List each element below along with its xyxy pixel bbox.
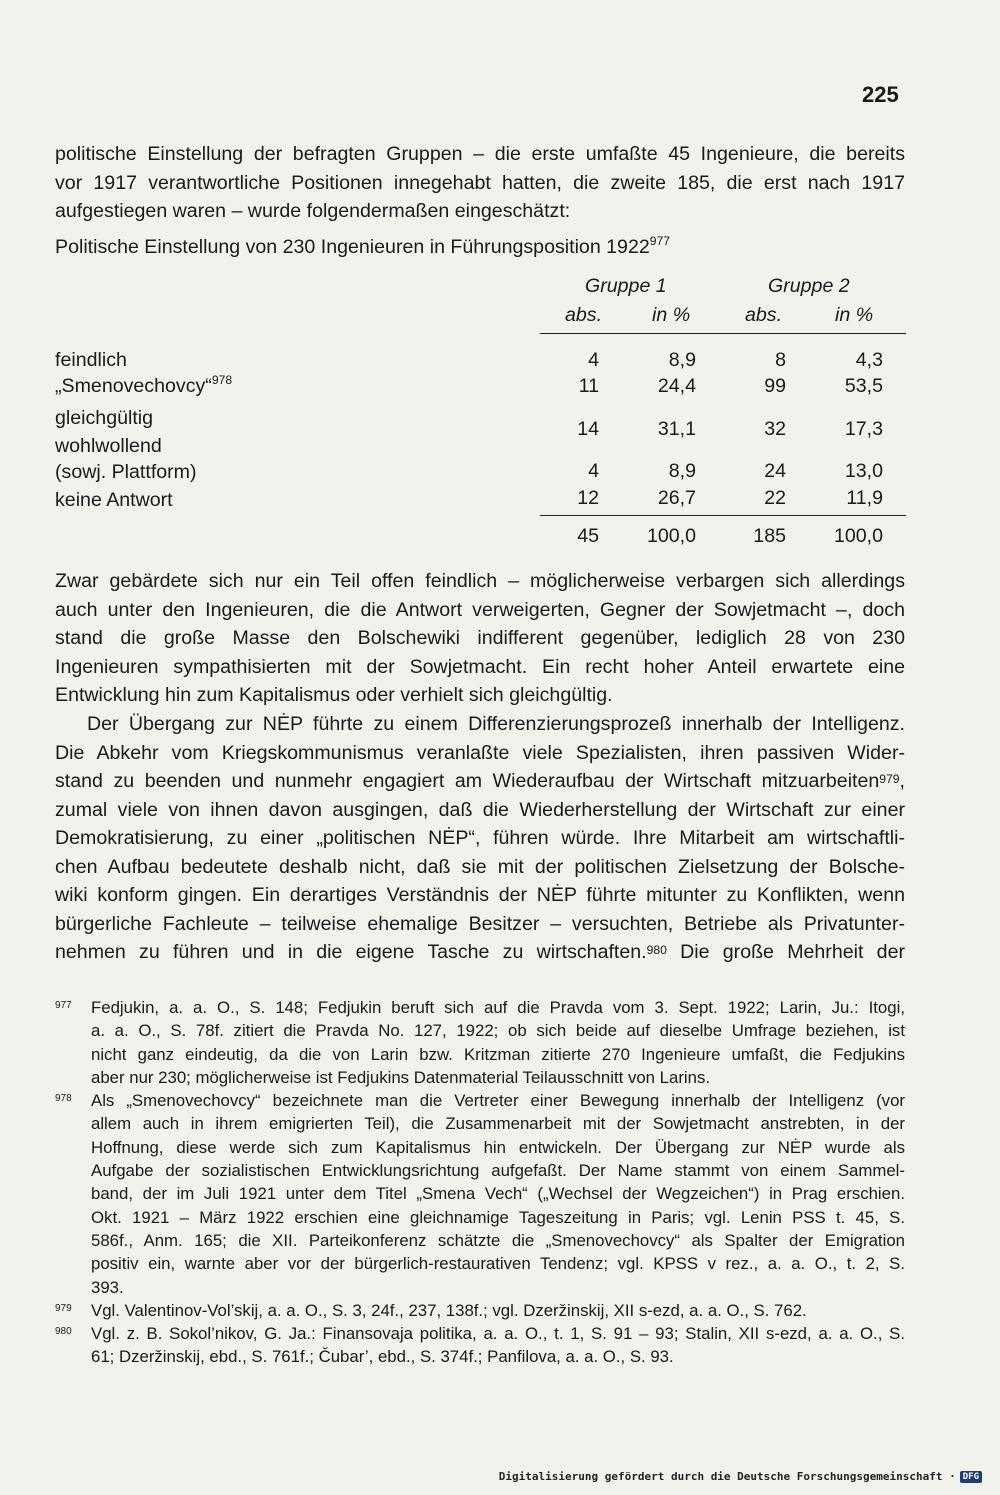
footnote-ref: 977 [649,234,671,248]
footnote-number: 980 [55,1326,72,1338]
row-label: feindlich [55,349,127,371]
row-label [55,375,232,398]
footnote-979 [55,1299,905,1322]
column-pct-1: in % [652,304,691,326]
cell-g1-abs: 14 [577,418,599,440]
text-line: aufgestiegen waren – wurde folgendermaßen eingeschätzt: [55,200,571,222]
dfg-logo: DFG [960,1471,982,1483]
row-label: keine Antwort [55,489,173,511]
text-line: bürgerliche Fachleute – teilweise ehemalige Besitzer – versuchten, Betriebe als Privatunter- [55,912,905,935]
footnote-number: 978 [55,1093,72,1105]
footnote-line: band, der im Juli 1921 unter dem Titel „Smena Vech“ („Wechsel der Wegzeichen“) in Prag erschien. [91,1184,905,1204]
cell-g2-pct: 13,0 [844,460,883,482]
column-group-2: Gruppe 2 [768,275,850,297]
cell-g2-pct: 53,5 [844,375,883,397]
cell-g2-abs: 32 [764,418,786,440]
intro-paragraph [55,140,905,226]
column-group-1: Gruppe 1 [585,275,667,297]
footnote-line: 586f., Anm. 165; die XII. Parteikonferenz schätzte die „Smenovechovcy“ als Spalter der Emigration [91,1230,905,1250]
cell-g1-abs: 11 [578,375,599,397]
table-rule-bottom [540,515,906,516]
cell-g2-abs: 99 [764,375,786,397]
text-line: chen Aufbau bedeutete deshalb nicht, daß sie mit der politischen Zielsetzung der Bolsche- [55,855,905,878]
footnote-line: Vgl. Valentinov-Vol’skij, a. a. O., S. 3, 24f., 237, 138f.; vgl. Dzeržinskij, XII s-ezd, a. a. O., S. 762. [91,1300,807,1320]
cell-g2-abs: 22 [764,487,786,509]
text-line: Zwar gebärdete sich nur ein Teil offen feindlich – möglicherweise verbargen sich allerdings [55,570,905,592]
footnote-977 [55,996,905,1089]
footnote-line: Okt. 1921 – März 1922 erschien eine gleichnamige Tageszeitung in Paris; vgl. Lenin PSS t. 45, S. [91,1207,905,1227]
text-segment: , [899,770,905,792]
footnote-line: Hoffnung, diese werde sich zum Kapitalismus hin entwickeln. Der Übergang zur NĖP wurde als [91,1137,905,1157]
footnote-line: Fedjukin, a. a. O., S. 148; Fedjukin beruft sich auf die Pravda vom 3. Sept. 1922; Larin, Ju.: Itogi, [91,998,905,1017]
column-pct-2: in % [835,304,874,326]
row-label: (sowj. Plattform) [55,461,197,483]
page-number: 225 [862,82,899,107]
cell-g2-abs: 24 [764,460,786,482]
text-line: zumal viele von ihnen davon ausgingen, daß die Wiederherstellung der Wirtschaft zur einer [55,798,905,821]
text-line: stand die große Masse den Bolschewiki indifferent gegenüber, lediglich 28 von 230 [55,627,905,649]
cell-g1-pct: 31,1 [657,418,696,440]
survey-table [55,275,905,555]
cell-g2-pct: 17,3 [844,418,883,440]
column-abs-2: abs. [745,304,783,326]
text-line: auch unter den Ingenieuren, die die Antwort verweigerten, Gegner der Sowjetmacht –, doch [55,598,905,621]
text-line [55,938,905,967]
footnote-ref: 979 [879,772,900,786]
footnote-line: a. a. O., S. 78f. zitiert die Pravda No. 127, 1922; ob sich beide auf dieselbe Umfrage beziehen, ist [91,1021,905,1041]
footnote-number: 977 [55,1000,72,1011]
footnote-line: Als „Smenovechovcy“ bezeichnete man die Vertreter einer Bewegung innerhalb der Intelligenz (vor [91,1091,905,1111]
cell-g2-pct: 4,3 [855,349,883,371]
cell-g2-pct: 11,9 [846,487,883,509]
body-paragraph-2 [55,710,905,967]
cell-g1-pct: 8,9 [668,460,696,482]
table-rule-top [540,333,906,334]
footnote-line: 393. [91,1277,124,1297]
footnote-980 [55,1322,905,1369]
total-g2-abs: 185 [753,525,786,547]
body-paragraph-1 [55,567,905,710]
cell-g2-abs: 8 [775,349,786,371]
column-abs-1: abs. [565,304,603,326]
table-caption-text: Politische Einstellung von 230 Ingenieuren in Führungsposition 1922 [55,236,650,258]
digitization-credit [499,1470,982,1483]
cell-g1-abs: 4 [588,349,599,371]
footnotes [55,996,905,1369]
footnote-ref: 978 [211,373,233,387]
row-label-text: „Smenovechovcy“ [55,375,212,397]
row-label-continued: wohlwollend [55,435,162,457]
total-g1-pct: 100,0 [646,525,696,547]
table-caption [55,236,670,259]
total-g2-pct: 100,0 [833,525,883,547]
text-line: Der Übergang zur NĖP führte zu einem Differenzierungsprozeß innerhalb der Intelligenz. [87,713,905,735]
text-line: vor 1917 verantwortliche Positionen innegehabt hatten, die zweite 185, die erst nach 1917 [55,171,905,194]
text-line: Ingenieuren sympathisierten mit der Sowjetmacht. Ein recht hoher Anteil erwartete eine [55,655,905,678]
footnote-line: Aufgabe der sozialistischen Entwicklungsrichtung aufgefaßt. Der Name stammt von einem Sammel- [91,1161,905,1181]
footnote-line: allem auch in ihrem emigrierten Teil), die Zusammenarbeit mit der Sowjetmacht anstrebten, in der [91,1114,905,1134]
cell-g1-pct: 24,4 [657,375,696,397]
text-line: politische Einstellung der befragten Gruppen – die erste umfaßte 45 Ingenieure, die bereits [55,143,905,165]
text-line: Demokratisierung, zu einer „politischen NĖP“, führen würde. Ihre Mitarbeit am wirtschaftli- [55,827,905,849]
cell-g1-abs: 4 [588,460,599,482]
text-line: wiki konform gingen. Ein derartiges Verständnis der NĖP führte mitunter zu Konflikten, wenn [55,884,905,906]
cell-g1-pct: 26,7 [657,487,696,509]
text-line: Die Abkehr vom Kriegskommunismus veranlaßte viele Spezialisten, ihren passiven Wider- [55,741,905,764]
cell-g1-abs: 12 [577,487,599,509]
footnote-line: nicht ganz eindeutig, da die von Larin bzw. Kritzman zitierte 270 Ingenieure umfaßt, die Fedjukins [91,1044,905,1064]
text-line: Entwicklung hin zum Kapitalismus oder verhielt sich gleichgültig. [55,684,613,706]
text-segment: Die große Mehrheit der [666,941,905,963]
text-segment: nehmen zu führen und in die eigene Tasche zu wirtschaften. [55,941,647,963]
text-line [55,767,905,796]
footnote-line: aber nur 230; möglicherweise ist Fedjukins Datenmaterial Teilausschnitt von Larins. [91,1067,711,1087]
footnote-line: Vgl. z. B. Sokol’nikov, G. Ja.: Finansovaja politika, a. a. O., t. 1, S. 91 – 93; Stalin, XII s-ezd, a. a. O., S. [91,1324,905,1344]
row-label: gleichgültig [55,407,154,429]
total-g1-abs: 45 [577,525,599,547]
footnote-number: 979 [55,1302,72,1314]
footnote-line: 61; Dzeržinskij, ebd., S. 761f.; Čubar’, ebd., S. 374f.; Panfilova, a. a. O., S. 93. [91,1347,674,1367]
cell-g1-pct: 8,9 [668,349,696,371]
footnote-978 [55,1089,905,1299]
footnote-line: positiv ein, warnte aber vor der bürgerlich-restaurativen Tendenz; vgl. KPSS v rez., a. a. O., t. 2, S. [91,1254,905,1274]
credit-text: Digitalisierung gefördert durch die Deutsche Forschungsgemeinschaft · [498,1470,956,1483]
text-segment: stand zu beenden und nunmehr engagiert am Wiederaufbau der Wirtschaft mitzuarbeiten [55,770,880,792]
footnote-ref: 980 [646,943,667,957]
